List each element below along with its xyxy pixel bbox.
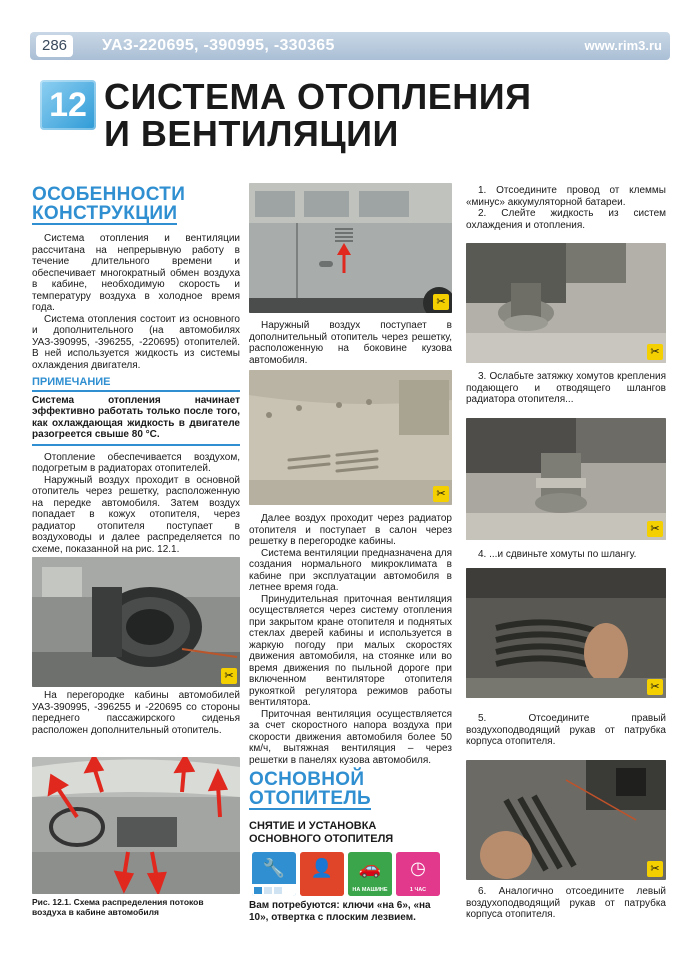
partition-graphic	[249, 370, 452, 505]
tools-needed-text: Вам потребуются: ключи «на 6», «на 10», отвертка с плоским лезвием.	[249, 900, 431, 923]
website-url[interactable]: www.rim3.ru	[584, 38, 662, 53]
note-title: ПРИМЕЧАНИЕ	[32, 377, 240, 392]
time-badge	[396, 852, 440, 896]
step3-graphic	[466, 418, 666, 540]
tool-badge-icon: ✂	[647, 679, 663, 695]
chapter-title-line2: И ВЕНТИЛЯЦИИ	[104, 113, 399, 154]
step-text: 3. Ослабьте затяжку хомутов крепления подающего и отводящего шлангов радиатора отопителя...	[466, 371, 666, 405]
photo-step-5	[466, 760, 666, 880]
tool-badge-icon: ✂	[647, 861, 663, 877]
section-heading-line1: ОСНОВНОЙ	[249, 769, 365, 790]
column-2-top	[249, 320, 452, 366]
column-3-step5	[466, 713, 666, 748]
step-text: 2. Слейте жидкость из систем охлаждения и отопления.	[466, 208, 666, 231]
photo-step-1	[466, 243, 666, 363]
subsection-heading	[249, 820, 452, 846]
side-grille-graphic	[249, 183, 452, 313]
figure-caption-block	[32, 897, 240, 917]
column-3-step4	[466, 549, 666, 561]
photo-step-4	[466, 568, 666, 698]
photo-side-grille	[249, 183, 452, 313]
photo-auxiliary-heater	[32, 557, 240, 687]
step5-graphic	[466, 760, 666, 880]
section-heading-main-heater	[249, 770, 452, 810]
column-1-middle	[32, 690, 240, 736]
paragraph: Принудительная приточная вентиляция осуществляется через систему отопления при закрытом кране отопителя и поднятых стеклах дверей кабины и используется в жаркую погоду при малых скоростях движения автомобиля, на стоянке или во время движения по пыльной дороге при включенном вентиляторе отопителя рукояткой регулятора режимов работы вентилятора.	[249, 593, 452, 708]
column-2-bottom	[249, 770, 452, 846]
step1-graphic	[466, 243, 666, 363]
section-heading-line1: ОСОБЕННОСТИ	[32, 184, 186, 205]
page-header	[30, 32, 670, 60]
paragraph: Наружный воздух проходит в основной отопитель через решетку, расположенную на передке автомобиля. Затем воздух попадает в кожух отопителя, через радиатор отопителя поступает в воздуховоды и далее распределяется по схеме, показанной на рис. 12.1.	[32, 474, 240, 555]
subsection-heading-line1: СНЯТИЕ И УСТАНОВКА	[249, 820, 377, 832]
step4-graphic	[466, 568, 666, 698]
column-3-step6	[466, 886, 666, 921]
subsection-heading-line2: ОСНОВНОГО ОТОПИТЕЛЯ	[249, 833, 394, 845]
heater-photo-graphic	[32, 557, 240, 687]
step-text: 5. Отсоедините правый воздухоподводящий рукав от патрубка корпуса отопителя.	[466, 713, 666, 747]
airflow-figure-graphic	[32, 757, 240, 894]
note-text: Система отопления начинает эффективно работать только после того, как охлаждающая жидкость в двигателе разогреется свыше 80 °С.	[32, 395, 240, 446]
chapter-number: 12	[40, 80, 96, 130]
vehicle-models: УАЗ-220695, -390995, -330365	[102, 37, 335, 54]
section-heading-features	[32, 185, 240, 225]
paragraph: На перегородке кабины автомобилей УАЗ-390995, -396255 и -220695 со стороны переднего пассажирского сиденья расположен дополнительный отопитель.	[32, 690, 240, 736]
tool-badge-icon: ✂	[221, 668, 237, 684]
column-3-step1-2	[466, 185, 666, 231]
tools-required-badge	[252, 852, 296, 896]
paragraph: Далее воздух проходит через радиатор отопителя и поступает в салон через решетку в перегородке кабины.	[249, 513, 452, 547]
location-badge	[348, 852, 392, 896]
paragraph: Отопление обеспечивается воздухом, подогретым в радиаторах отопителей.	[32, 451, 240, 474]
car-icon: 🚗	[358, 857, 382, 878]
tool-badge-icon: ✂	[647, 521, 663, 537]
chapter-title-line1: СИСТЕМА ОТОПЛЕНИЯ	[104, 76, 532, 117]
figure-airflow-scheme	[32, 757, 240, 894]
photo-step-3	[466, 418, 666, 540]
clock-icon: ◷	[410, 857, 426, 878]
wrench-icon: 🔧	[262, 857, 286, 878]
tool-badge-icon: ✂	[647, 344, 663, 360]
column-3-step3	[466, 371, 666, 406]
tool-badge-icon: ✂	[433, 486, 449, 502]
paragraph: Приточная вентиляция осуществляется за счет скоростного напора воздуха при скорости движения автомобиля более 50 км/ч, вытяжная вентиляция – через решетки в панелях кузова автомобиля.	[249, 708, 452, 766]
figure-caption: Рис. 12.1. Схема распределения потоков воздуха в кабине автомобиля	[32, 897, 204, 917]
tools-needed-block	[249, 900, 452, 924]
step-text: 4. ...и сдвиньте хомуты по шлангу.	[478, 549, 637, 560]
paragraph: Система отопления состоит из основного и дополнительного (на автомобилях УАЗ-390995, -396255, -220695) отопителей. В ней используется жидкость из системы охлаждения двигателя.	[32, 313, 240, 371]
chapter-title	[104, 78, 624, 152]
page-number: 286	[36, 35, 73, 57]
column-2-middle	[249, 513, 452, 766]
column-1-top	[32, 185, 240, 555]
mechanic-icon: 👤	[310, 857, 334, 878]
step-text: 1. Отсоедините провод от клеммы «минус» аккумуляторной батареи.	[466, 185, 666, 208]
step-text: 6. Аналогично отсоедините левый воздухоподводящий рукав от патрубка корпуса отопителя.	[466, 886, 666, 920]
section-heading-line2: КОНСТРУКЦИИ	[32, 203, 178, 224]
time-label: 1 ЧАС	[396, 884, 440, 896]
paragraph: Наружный воздух поступает в дополнительный отопитель через решетку, расположенную на боковине кузова автомобиля.	[249, 320, 452, 366]
section-heading-line2: ОТОПИТЕЛЬ	[249, 788, 371, 809]
paragraph: Система отопления и вентиляции рассчитана на непрерывную работу в течение длительного времени и обеспечивает многократный обмен воздуха в кабине, необходимую скорость и температуру воздуха в холодное время года.	[32, 233, 240, 313]
workers-required-badge	[300, 852, 344, 896]
location-label: НА МАШИНЕ	[348, 884, 392, 896]
photo-cabin-partition	[249, 370, 452, 505]
tool-badge-icon: ✂	[433, 294, 449, 310]
paragraph: Система вентиляции предназначена для создания нормального микроклимата в кабине при эксплуатации автомобиля в летнее время года.	[249, 547, 452, 593]
difficulty-bars	[254, 887, 282, 894]
